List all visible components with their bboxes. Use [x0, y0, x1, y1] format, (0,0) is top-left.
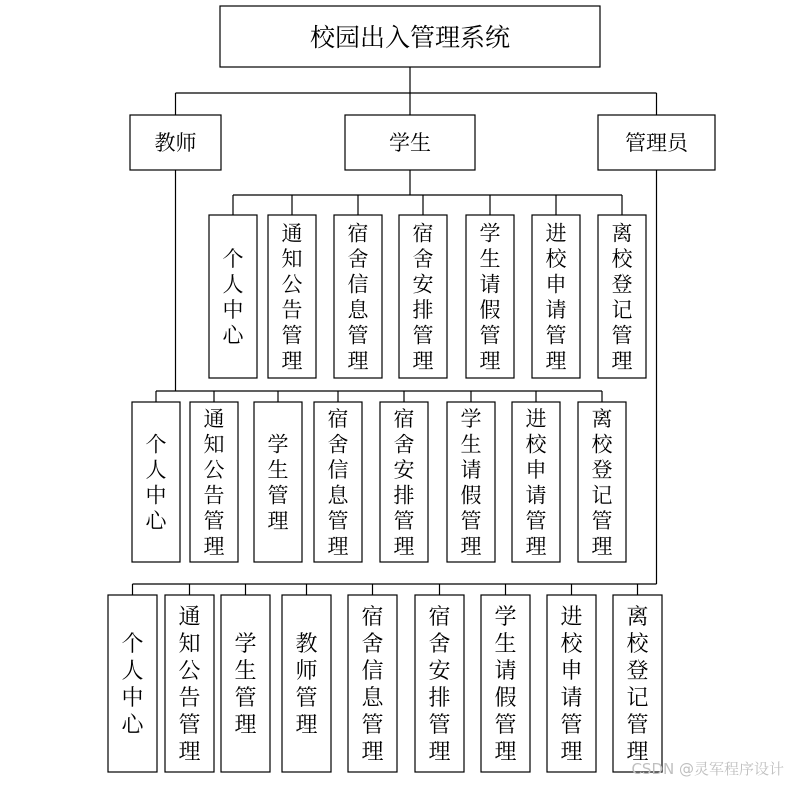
- teacher-module-label: 通知公告管理: [203, 406, 225, 559]
- admin-module-label: 学生请假管理: [494, 604, 517, 765]
- student-module-1: [268, 215, 316, 378]
- teacher-module-0: [132, 402, 180, 562]
- admin-module-label: 个人中心: [121, 631, 144, 738]
- teacher-module-3: [314, 402, 362, 562]
- student-module-0: [209, 215, 257, 378]
- root-title: 校园出入管理系统: [309, 23, 511, 52]
- admin-module-8: [613, 595, 662, 772]
- teacher-module-label: 个人中心: [145, 432, 167, 533]
- watermark: CSDN @灵军程序设计: [631, 760, 784, 778]
- admin-module-label: 离校登记管理: [626, 604, 649, 765]
- student-module-label: 宿舍信息管理: [347, 221, 369, 373]
- student-module-6: [598, 215, 646, 378]
- student-module-5: [532, 215, 580, 378]
- teacher-module-6: [512, 402, 560, 562]
- module-boxes: [108, 215, 662, 772]
- role-admin: [598, 115, 715, 170]
- student-module-label: 宿舍安排管理: [412, 221, 434, 373]
- role-teacher: [130, 115, 221, 170]
- teacher-module-4: [380, 402, 428, 562]
- role-student-label: 学生: [389, 131, 431, 155]
- role-admin-label: 管理员: [625, 131, 688, 155]
- admin-module-0: [108, 595, 157, 772]
- teacher-module-label: 宿舍信息管理: [327, 406, 349, 559]
- teacher-module-label: 宿舍安排管理: [393, 406, 415, 559]
- student-module-4: [466, 215, 514, 378]
- role-teacher-label: 教师: [154, 131, 197, 155]
- admin-module-5: [415, 595, 464, 772]
- teacher-module-5: [447, 402, 495, 562]
- teacher-module-2: [254, 402, 302, 562]
- admin-module-label: 进校申请管理: [560, 604, 583, 765]
- student-module-label: 学生请假管理: [479, 221, 501, 373]
- admin-module-4: [348, 595, 397, 772]
- student-module-label: 个人中心: [222, 246, 244, 348]
- root-node: [220, 6, 600, 67]
- admin-module-label: 宿舍信息管理: [361, 604, 384, 765]
- teacher-module-label: 学生请假管理: [460, 406, 482, 559]
- teacher-module-label: 离校登记管理: [591, 406, 613, 559]
- teacher-module-7: [578, 402, 626, 562]
- admin-module-label: 宿舍安排管理: [428, 604, 451, 765]
- admin-module-3: [282, 595, 331, 772]
- teacher-module-1: [190, 402, 238, 562]
- role-student: [345, 115, 475, 170]
- admin-module-label: 通知公告管理: [178, 604, 201, 765]
- admin-module-2: [221, 595, 270, 772]
- admin-module-7: [547, 595, 596, 772]
- student-module-3: [399, 215, 447, 378]
- teacher-module-label: 学生管理: [267, 432, 289, 533]
- admin-module-6: [481, 595, 530, 772]
- student-module-label: 离校登记管理: [611, 221, 633, 373]
- admin-module-1: [165, 595, 214, 772]
- admin-module-label: 教师管理: [295, 631, 318, 738]
- student-module-label: 进校申请管理: [545, 221, 567, 373]
- teacher-module-label: 进校申请管理: [525, 406, 547, 559]
- student-module-label: 通知公告管理: [281, 221, 303, 373]
- admin-module-label: 学生管理: [234, 631, 257, 738]
- student-module-2: [334, 215, 382, 378]
